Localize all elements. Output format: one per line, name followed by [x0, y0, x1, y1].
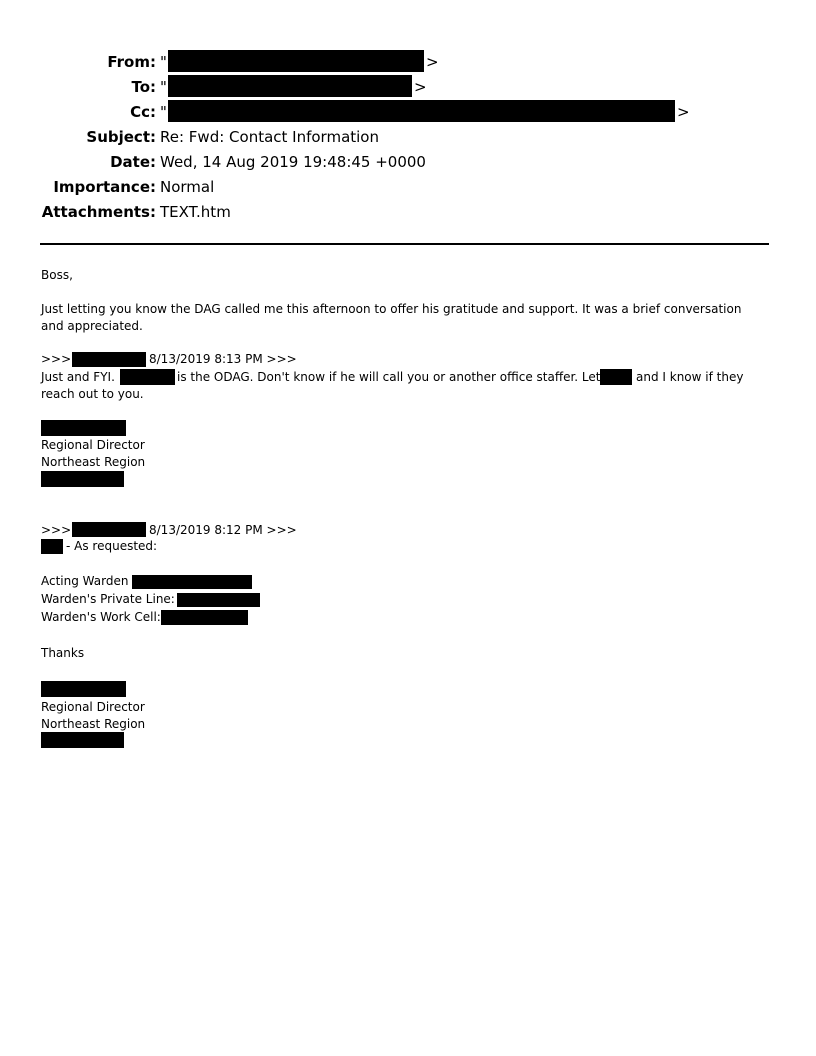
redaction-sig2-contact — [41, 732, 124, 748]
quote2-prefix: >>> — [41, 523, 72, 537]
work-cell-label: Warden's Work Cell: — [41, 610, 161, 624]
quote2-line1: - As requested: — [66, 539, 158, 553]
sig2-title: Regional Director — [41, 700, 145, 714]
redaction-to — [168, 75, 412, 97]
redaction-from — [168, 50, 424, 72]
cc-label: Cc: — [130, 103, 156, 121]
from-open-quote: " — [160, 53, 167, 71]
quote1-timestamp: 8/13/2019 8:13 PM >>> — [149, 352, 297, 366]
redaction-sig1-contact — [41, 471, 124, 487]
quote2-timestamp: 8/13/2019 8:12 PM >>> — [149, 523, 297, 537]
redaction-cc — [168, 100, 675, 122]
sig2-region: Northeast Region — [41, 717, 146, 731]
header-divider — [40, 243, 769, 245]
redaction-sender1 — [72, 352, 146, 367]
from-label: From: — [107, 53, 156, 71]
redaction-sig1-name — [41, 420, 126, 436]
to-open-quote: " — [160, 78, 167, 96]
quote1-line1-c: and I know if they — [636, 370, 744, 384]
redaction-let-name — [600, 369, 632, 385]
para1-line2: and appreciated. — [41, 319, 143, 333]
to-close: > — [414, 78, 427, 96]
quote1-prefix: >>> — [41, 352, 72, 366]
attachments-value[interactable]: TEXT.htm — [160, 203, 231, 221]
redaction-recipient2 — [41, 539, 63, 554]
date-value: Wed, 14 Aug 2019 19:48:45 +0000 — [160, 153, 426, 171]
para1-line1: Just letting you know the DAG called me this afternoon to offer his gratitude and support. It was a brief conversation — [41, 302, 742, 316]
greeting: Boss, — [41, 268, 73, 282]
redaction-work-cell — [161, 610, 248, 625]
cc-open-quote: " — [160, 103, 167, 121]
acting-warden-label: Acting Warden — [41, 574, 129, 588]
subject-value: Re: Fwd: Contact Information — [160, 128, 379, 146]
quote1-line1-b: is the ODAG. Don't know if he will call you or another office staffer. Let — [177, 370, 601, 384]
redaction-sender2 — [72, 522, 146, 537]
redaction-sig2-name — [41, 681, 126, 697]
to-label: To: — [131, 78, 156, 96]
quote1-line2: reach out to you. — [41, 387, 144, 401]
subject-label: Subject: — [86, 128, 156, 146]
redaction-acting-warden — [132, 575, 252, 589]
importance-value: Normal — [160, 178, 215, 196]
sig1-title: Regional Director — [41, 438, 145, 452]
importance-label: Importance: — [53, 178, 156, 196]
date-label: Date: — [110, 153, 156, 171]
cc-close: > — [677, 103, 690, 121]
sig1-region: Northeast Region — [41, 455, 146, 469]
redaction-odag-name — [120, 369, 175, 385]
attachments-label: Attachments: — [41, 203, 156, 221]
from-close: > — [426, 53, 439, 71]
redaction-private-line — [177, 593, 260, 607]
thanks: Thanks — [41, 646, 85, 660]
private-line-label: Warden's Private Line: — [41, 592, 175, 606]
quote1-line1-a: Just and FYI. — [41, 370, 115, 384]
